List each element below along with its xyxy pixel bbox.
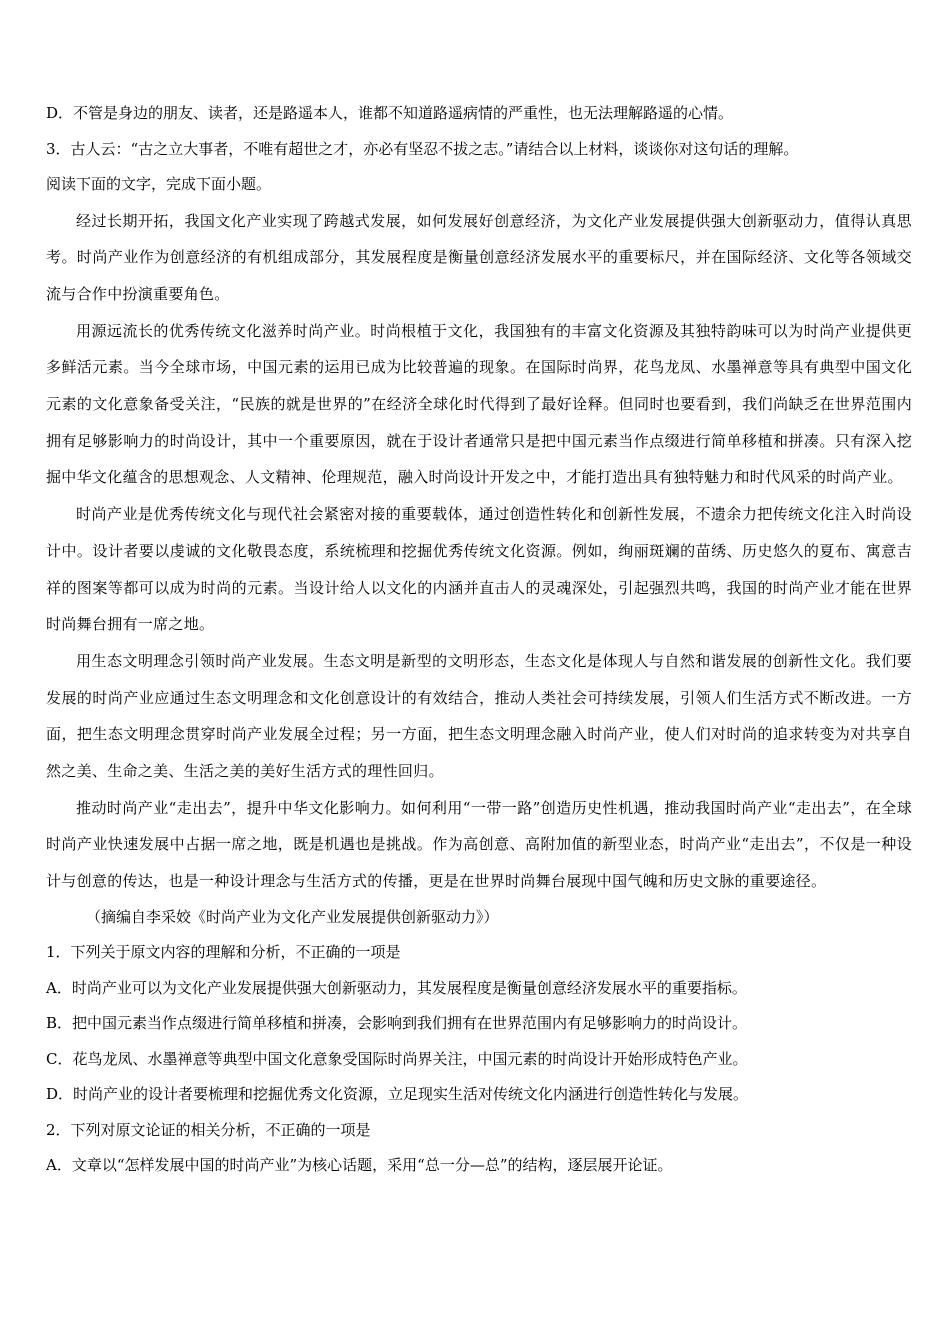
question-1-option-a: A．时尚产业可以为文化产业发展提供强大创新驱动力，其发展程度是衡量创意经济发展水平的重要指标。: [46, 978, 747, 997]
question-2: [46, 1113, 912, 1184]
question-1-option-d: D．时尚产业的设计者要梳理和挖掘优秀文化资源，立足现实生活对传统文化内涵进行创造性转化与发展。: [46, 1085, 749, 1104]
question-3: 3．古人云：“古之立大事者，不唯有超世之才，亦必有坚忍不拔之志。”请结合以上材料，谈谈你对这句话的理解。: [46, 139, 799, 158]
passage-paragraph-2: 用源远流长的优秀传统文化滋养时尚产业。时尚根植于文化，我国独有的丰富文化资源及其独特韵味可以为时尚产业提供更多鲜活元素。当今全球市场，中国元素的运用已成为比较普遍的现象。在国际时尚界，花鸟龙凤、水墨禅意等具有典型中国文化元素的文化意象备受关注，“民族的就是世界的”在经济全球化时代得到了最好诠释。但同时也要看到，我们尚缺乏在世界范围内拥有足够影响力的时尚设计，其中一个重要原因，就在于设计者通常只是把中国元素当作点缀进行简单移植和拼凑。只有深入挖掘中华文化蕴含的思想观念、人文精神、伦理规范，融入时尚设计开发之中，才能打造出具有独特魅力和时代风采的时尚产业。: [46, 321, 912, 487]
passage-paragraph-1: 经过长期开拓，我国文化产业实现了跨越式发展，如何发展好创意经济，为文化产业发展提供强大创新驱动力，值得认真思考。时尚产业作为创意经济的有机组成部分，其发展程度是衡量创意经济发展水平的重要标尺，并在国际经济、文化等各领域交流与合作中扮演重要角色。: [46, 211, 912, 303]
question-2-option-a: A．文章以“怎样发展中国的时尚产业”为核心话题，采用“总一分—总”的结构，逐层展开论证。: [46, 1156, 673, 1175]
passage-paragraph-4: 用生态文明理念引领时尚产业发展。生态文明是新型的文明形态，生态文化是体现人与自然和谐发展的创新性文化。我们要发展的时尚产业应通过生态文明理念和文化创意设计的有效结合，推动人类社会可持续发展，引领人们生活方式不断改进。一方面，把生态文明理念贯穿时尚产业发展全过程；另一方面，把生态文明理念融入时尚产业，使人们对时尚的追求转变为对共享自然之美、生命之美、生活之美的美好生活方式的理性回归。: [46, 651, 912, 781]
passage-source: （摘编自李采姣《时尚产业为文化产业发展提供创新驱动力》）: [86, 907, 499, 926]
passage-paragraph-5: 推动时尚产业“走出去”，提升中华文化影响力。如何利用“一带一路”创造历史性机遇，推动我国时尚产业“走出去”，在全球时尚产业快速发展中占据一席之地，既是机遇也是挑战。作为高创意、高附加值的新型业态，时尚产业“走出去”，不仅是一种设计与创意的传达，也是一种设计理念与生活方式的传播，更是在世界时尚舞台展现中国气魄和历史文脉的重要途径。: [46, 798, 912, 891]
exam-page: [46, 96, 912, 1184]
question-1-option-b: B．把中国元素当作点缀进行简单移植和拼凑，会影响到我们拥有在世界范围内有足够影响力的时尚设计。: [46, 1014, 748, 1033]
prev-option-d: D．不管是身边的朋友、读者，还是路遥本人，谁都不知道路遥病情的严重性，也无法理解路遥的心情。: [46, 104, 734, 122]
question-1: [46, 935, 912, 1113]
reading-passage: [46, 203, 912, 936]
question-2-stem: 2．下列对原文论证的相关分析，不正确的一项是: [46, 1120, 371, 1139]
question-1-stem: 1．下列关于原文内容的理解和分析，不正确的一项是: [46, 943, 401, 962]
question-1-option-c: C．花鸟龙凤、水墨禅意等典型中国文化意象受国际时尚界关注，中国元素的时尚设计开始形成特色产业。: [46, 1049, 748, 1068]
passage-paragraph-3: 时尚产业是优秀传统文化与现代社会紧密对接的重要载体，通过创造性转化和创新性发展，不遗余力把传统文化注入时尚设计中。设计者要以虔诚的文化敬畏态度，系统梳理和挖掘优秀传统文化资源。例如，绚丽斑斓的苗绣、历史悠久的夏布、寓意吉祥的图案等都可以成为时尚的元素。当设计给人以文化的内涵并直击人的灵魂深处，引起强烈共鸣，我国的时尚产业才能在世界时尚舞台拥有一席之地。: [46, 505, 912, 634]
reading-instruction: 阅读下面的文字，完成下面小题。: [46, 175, 272, 193]
